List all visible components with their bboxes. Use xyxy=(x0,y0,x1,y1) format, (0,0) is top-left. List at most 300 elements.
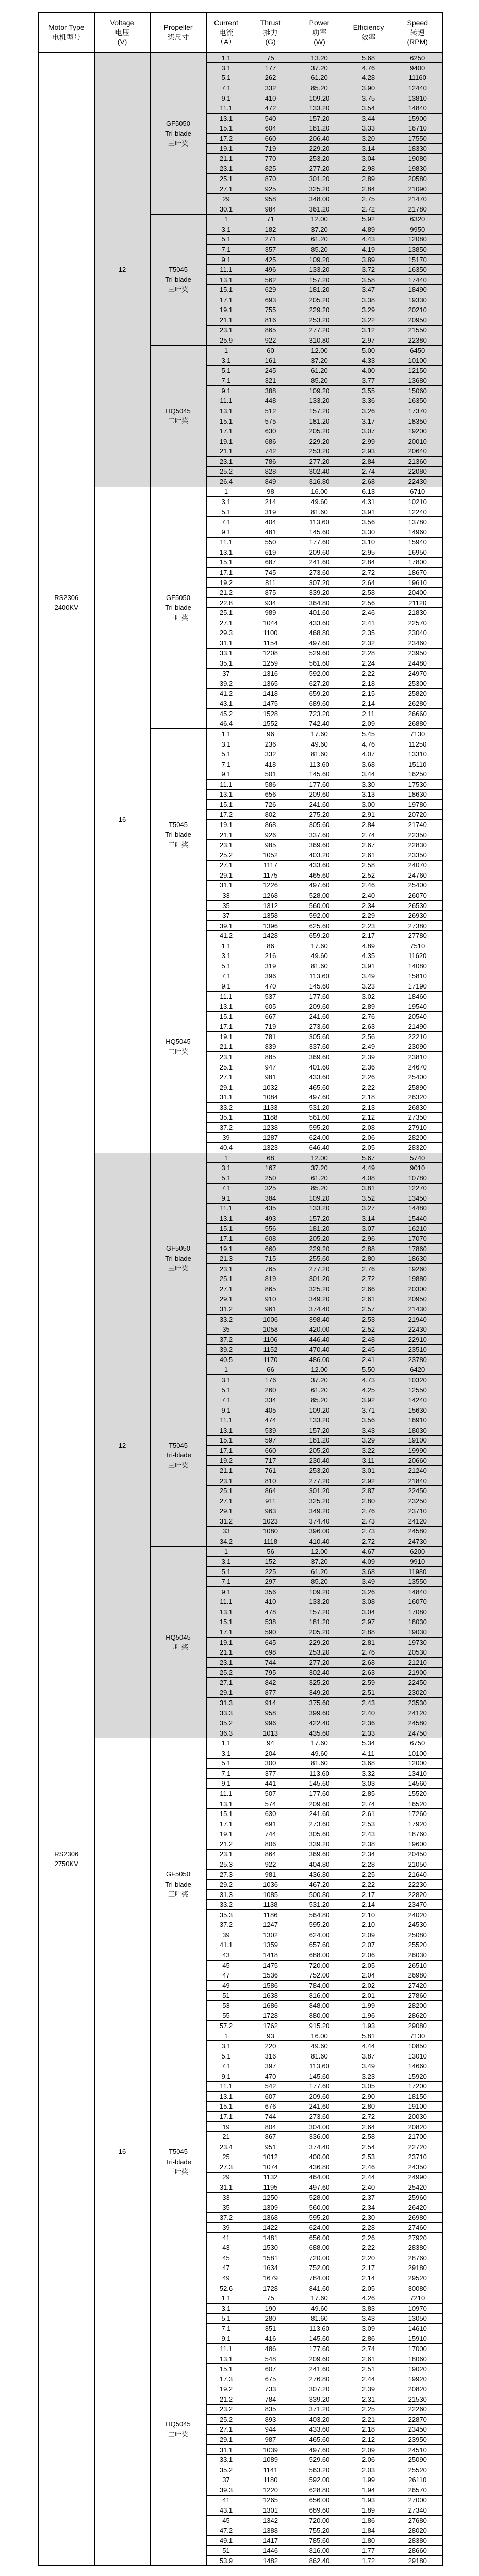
power-cell: 375.60 xyxy=(295,1698,344,1708)
efficiency-cell: 2.41 xyxy=(344,1355,393,1365)
current-cell: 23.1 xyxy=(206,457,246,467)
thrust-cell: 98 xyxy=(246,487,295,497)
power-cell: 403.20 xyxy=(295,2415,344,2425)
current-cell: 41.2 xyxy=(206,931,246,941)
speed-cell: 17190 xyxy=(393,981,442,992)
efficiency-cell: 2.84 xyxy=(344,557,393,568)
efficiency-cell: 2.74 xyxy=(344,466,393,477)
thrust-cell: 501 xyxy=(246,769,295,780)
speed-cell: 26530 xyxy=(393,900,442,911)
efficiency-cell: 2.97 xyxy=(344,1617,393,1627)
thrust-cell: 804 xyxy=(246,2121,295,2132)
thrust-cell: 182 xyxy=(246,224,295,235)
efficiency-cell: 4.89 xyxy=(344,224,393,235)
thrust-cell: 842 xyxy=(246,1678,295,1688)
power-cell: 277.20 xyxy=(295,1476,344,1486)
power-cell: 177.60 xyxy=(295,2081,344,2092)
speed-cell: 17530 xyxy=(393,780,442,790)
current-cell: 31.1 xyxy=(206,880,246,890)
speed-cell: 22430 xyxy=(393,477,442,487)
thrust-cell: 1188 xyxy=(246,1112,295,1123)
thrust-cell: 300 xyxy=(246,1758,295,1769)
efficiency-cell: 4.00 xyxy=(344,365,393,376)
thrust-cell: 214 xyxy=(246,497,295,507)
thrust-cell: 1013 xyxy=(246,1728,295,1738)
efficiency-cell: 2.51 xyxy=(344,2364,393,2374)
speed-cell: 28020 xyxy=(393,2525,442,2536)
speed-cell: 21240 xyxy=(393,1466,442,1476)
current-cell: 27.1 xyxy=(206,2424,246,2435)
efficiency-cell: 2.09 xyxy=(344,2444,393,2455)
efficiency-cell: 3.29 xyxy=(344,305,393,315)
power-cell: 273.60 xyxy=(295,1022,344,1032)
efficiency-cell: 2.87 xyxy=(344,1486,393,1496)
efficiency-cell: 3.49 xyxy=(344,2061,393,2071)
current-cell: 37.2 xyxy=(206,1334,246,1344)
current-cell: 25.3 xyxy=(206,1859,246,1870)
power-cell: 181.20 xyxy=(295,1223,344,1234)
propeller-cell: HQ5045 二叶桨 xyxy=(150,941,206,1153)
power-cell: 37.20 xyxy=(295,63,344,73)
efficiency-cell: 2.26 xyxy=(344,1072,393,1082)
thrust-cell: 161 xyxy=(246,355,295,366)
thrust-cell: 608 xyxy=(246,1234,295,1244)
efficiency-cell: 2.10 xyxy=(344,1910,393,1920)
power-cell: 177.60 xyxy=(295,780,344,790)
efficiency-cell: 2.20 xyxy=(344,2253,393,2263)
current-cell: 7.1 xyxy=(206,2061,246,2071)
current-cell: 7.1 xyxy=(206,971,246,981)
efficiency-cell: 2.12 xyxy=(344,1112,393,1123)
thrust-cell: 236 xyxy=(246,739,295,749)
current-cell: 33 xyxy=(206,2192,246,2202)
power-cell: 656.00 xyxy=(295,2233,344,2243)
efficiency-cell: 3.12 xyxy=(344,325,393,335)
efficiency-cell: 2.17 xyxy=(344,1889,393,1900)
efficiency-cell: 2.46 xyxy=(344,2162,393,2173)
speed-cell: 20820 xyxy=(393,2121,442,2132)
power-cell: 470.40 xyxy=(295,1344,344,1355)
power-cell: 241.60 xyxy=(295,1011,344,1022)
efficiency-cell: 2.38 xyxy=(344,1839,393,1850)
thrust-cell: 177 xyxy=(246,63,295,73)
thrust-cell: 316 xyxy=(246,2051,295,2061)
power-cell: 133.20 xyxy=(295,1415,344,1425)
efficiency-cell: 2.18 xyxy=(344,2424,393,2435)
speed-cell: 25090 xyxy=(393,2455,442,2465)
thrust-cell: 542 xyxy=(246,2081,295,2092)
current-cell: 19.1 xyxy=(206,1637,246,1647)
efficiency-cell: 2.21 xyxy=(344,2415,393,2425)
speed-cell: 26930 xyxy=(393,911,442,921)
efficiency-cell: 2.41 xyxy=(344,618,393,628)
power-cell: 325.20 xyxy=(295,1678,344,1688)
speed-cell: 25820 xyxy=(393,688,442,699)
power-cell: 81.60 xyxy=(295,2051,344,2061)
efficiency-cell: 3.07 xyxy=(344,1223,393,1234)
thrust-cell: 816 xyxy=(246,315,295,326)
efficiency-cell: 2.17 xyxy=(344,931,393,941)
speed-cell: 6750 xyxy=(393,1738,442,1748)
speed-cell: 19200 xyxy=(393,426,442,436)
current-cell: 13.1 xyxy=(206,2354,246,2364)
power-cell: 410.40 xyxy=(295,1536,344,1547)
propeller-cell: T5045 Tri-blade 三叶桨 xyxy=(150,2031,206,2293)
thrust-cell: 1586 xyxy=(246,1980,295,1990)
current-cell: 5.1 xyxy=(206,961,246,971)
current-cell: 13.1 xyxy=(206,1799,246,1809)
speed-cell: 21740 xyxy=(393,820,442,830)
power-cell: 157.20 xyxy=(295,1425,344,1436)
speed-cell: 24510 xyxy=(393,2444,442,2455)
speed-cell: 24730 xyxy=(393,1536,442,1547)
efficiency-cell: 2.01 xyxy=(344,1990,393,2001)
efficiency-cell: 4.19 xyxy=(344,245,393,255)
power-cell: 12.00 xyxy=(295,1153,344,1163)
efficiency-cell: 2.99 xyxy=(344,436,393,446)
thrust-cell: 885 xyxy=(246,1052,295,1062)
propeller-cell: GF5050 Tri-blade 三叶桨 xyxy=(150,1153,206,1365)
efficiency-cell: 3.08 xyxy=(344,1597,393,1607)
power-cell: 81.60 xyxy=(295,507,344,517)
power-cell: 81.60 xyxy=(295,749,344,759)
power-cell: 420.00 xyxy=(295,1324,344,1335)
current-cell: 41.2 xyxy=(206,688,246,699)
column-header-propeller: Propeller 桨尺寸 xyxy=(150,12,206,53)
thrust-cell: 75 xyxy=(246,53,295,63)
speed-cell: 5740 xyxy=(393,1153,442,1163)
efficiency-cell: 2.05 xyxy=(344,2283,393,2293)
current-cell: 17.2 xyxy=(206,809,246,820)
power-cell: 656.00 xyxy=(295,2495,344,2505)
thrust-cell: 1679 xyxy=(246,2273,295,2283)
speed-cell: 28200 xyxy=(393,2001,442,2011)
speed-cell: 21940 xyxy=(393,1314,442,1324)
thrust-cell: 1316 xyxy=(246,668,295,678)
thrust-cell: 597 xyxy=(246,1435,295,1446)
thrust-cell: 745 xyxy=(246,568,295,578)
efficiency-cell: 3.23 xyxy=(344,2071,393,2082)
current-cell: 41 xyxy=(206,2233,246,2243)
thrust-cell: 396 xyxy=(246,971,295,981)
efficiency-cell: 2.10 xyxy=(344,1920,393,1930)
power-cell: 181.20 xyxy=(295,1435,344,1446)
power-cell: 403.20 xyxy=(295,850,344,860)
current-cell: 9.1 xyxy=(206,769,246,780)
thrust-cell: 1220 xyxy=(246,2485,295,2496)
efficiency-cell: 5.68 xyxy=(344,53,393,63)
current-cell: 37.2 xyxy=(206,1123,246,1133)
current-cell: 29.1 xyxy=(206,1082,246,1092)
efficiency-cell: 3.22 xyxy=(344,315,393,326)
power-cell: 49.60 xyxy=(295,497,344,507)
speed-cell: 19030 xyxy=(393,1627,442,1638)
efficiency-cell: 2.76 xyxy=(344,1506,393,1516)
current-cell: 40.4 xyxy=(206,1143,246,1153)
current-cell: 7.1 xyxy=(206,245,246,255)
thrust-cell: 819 xyxy=(246,1274,295,1284)
power-cell: 307.20 xyxy=(295,2384,344,2394)
thrust-cell: 806 xyxy=(246,1839,295,1850)
thrust-cell: 910 xyxy=(246,1294,295,1304)
speed-cell: 28200 xyxy=(393,1132,442,1143)
efficiency-cell: 2.53 xyxy=(344,1819,393,1829)
thrust-cell: 786 xyxy=(246,457,295,467)
power-cell: 915.20 xyxy=(295,2021,344,2031)
speed-cell: 15440 xyxy=(393,1213,442,1224)
power-cell: 531.20 xyxy=(295,1103,344,1113)
power-cell: 209.60 xyxy=(295,1799,344,1809)
thrust-cell: 835 xyxy=(246,2404,295,2415)
power-cell: 659.20 xyxy=(295,688,344,699)
speed-cell: 13410 xyxy=(393,1769,442,1779)
current-cell: 17.2 xyxy=(206,134,246,144)
speed-cell: 29180 xyxy=(393,2556,442,2566)
thrust-cell: 958 xyxy=(246,1708,295,1718)
thrust-cell: 867 xyxy=(246,2132,295,2142)
power-cell: 369.60 xyxy=(295,1052,344,1062)
power-cell: 12.00 xyxy=(295,345,344,355)
power-cell: 659.20 xyxy=(295,931,344,941)
current-cell: 17.1 xyxy=(206,1819,246,1829)
thrust-cell: 984 xyxy=(246,204,295,214)
thrust-cell: 474 xyxy=(246,1415,295,1425)
thrust-cell: 781 xyxy=(246,1032,295,1042)
efficiency-cell: 2.28 xyxy=(344,1859,393,1870)
speed-cell: 18030 xyxy=(393,1617,442,1627)
power-cell: 337.60 xyxy=(295,830,344,840)
speed-cell: 14560 xyxy=(393,1778,442,1789)
efficiency-cell: 2.11 xyxy=(344,709,393,719)
current-cell: 11.1 xyxy=(206,780,246,790)
speed-cell: 15900 xyxy=(393,113,442,123)
current-cell: 26.4 xyxy=(206,477,246,487)
current-cell: 5.1 xyxy=(206,1173,246,1183)
power-cell: 229.20 xyxy=(295,1637,344,1647)
thrust-cell: 605 xyxy=(246,1001,295,1012)
efficiency-cell: 2.58 xyxy=(344,588,393,598)
efficiency-cell: 2.39 xyxy=(344,2384,393,2394)
speed-cell: 15810 xyxy=(393,971,442,981)
thrust-cell: 332 xyxy=(246,83,295,93)
power-cell: 209.60 xyxy=(295,1001,344,1012)
power-cell: 592.00 xyxy=(295,911,344,921)
efficiency-cell: 2.96 xyxy=(344,1234,393,1244)
thrust-cell: 744 xyxy=(246,1657,295,1667)
power-cell: 61.20 xyxy=(295,1385,344,1395)
speed-cell: 12240 xyxy=(393,507,442,517)
speed-cell: 22450 xyxy=(393,1486,442,1496)
current-cell: 35.2 xyxy=(206,1718,246,1728)
current-cell: 37.2 xyxy=(206,2212,246,2223)
current-cell: 39.2 xyxy=(206,678,246,689)
column-header-speed: Speed 转速 (RPM) xyxy=(393,12,442,53)
thrust-cell: 839 xyxy=(246,1042,295,1052)
thrust-cell: 630 xyxy=(246,1809,295,1819)
power-cell: 133.20 xyxy=(295,1203,344,1213)
speed-cell: 22350 xyxy=(393,830,442,840)
thrust-cell: 1728 xyxy=(246,2283,295,2293)
efficiency-cell: 2.49 xyxy=(344,1042,393,1052)
current-cell: 27.1 xyxy=(206,1678,246,1688)
current-cell: 36.3 xyxy=(206,1728,246,1738)
power-cell: 880.00 xyxy=(295,2011,344,2021)
efficiency-cell: 2.36 xyxy=(344,1062,393,1072)
current-cell: 27.1 xyxy=(206,184,246,194)
motor-test-data-table xyxy=(38,12,443,2566)
current-cell: 25.1 xyxy=(206,608,246,618)
speed-cell: 28380 xyxy=(393,2535,442,2546)
current-cell: 27.1 xyxy=(206,618,246,628)
motor-cell: RS2306 2400KV xyxy=(38,53,94,1153)
efficiency-cell: 4.08 xyxy=(344,1173,393,1183)
efficiency-cell: 3.23 xyxy=(344,981,393,992)
efficiency-cell: 2.61 xyxy=(344,850,393,860)
speed-cell: 23710 xyxy=(393,1506,442,1516)
efficiency-cell: 3.75 xyxy=(344,93,393,103)
efficiency-cell: 2.89 xyxy=(344,1001,393,1012)
current-cell: 11.1 xyxy=(206,2344,246,2354)
efficiency-cell: 3.38 xyxy=(344,295,393,305)
current-cell: 15.1 xyxy=(206,123,246,134)
current-cell: 17.1 xyxy=(206,1234,246,1244)
thrust-cell: 250 xyxy=(246,1173,295,1183)
efficiency-cell: 1.84 xyxy=(344,2525,393,2536)
thrust-cell: 550 xyxy=(246,537,295,547)
power-cell: 157.20 xyxy=(295,406,344,416)
thrust-cell: 470 xyxy=(246,2071,295,2082)
speed-cell: 27380 xyxy=(393,920,442,931)
efficiency-cell: 2.18 xyxy=(344,678,393,689)
thrust-cell: 75 xyxy=(246,2293,295,2304)
current-cell: 21.1 xyxy=(206,315,246,326)
thrust-cell: 1536 xyxy=(246,1970,295,1981)
speed-cell: 28620 xyxy=(393,2011,442,2021)
power-cell: 273.60 xyxy=(295,2112,344,2122)
efficiency-cell: 4.33 xyxy=(344,355,393,366)
current-cell: 45 xyxy=(206,1960,246,1970)
efficiency-cell: 4.07 xyxy=(344,749,393,759)
speed-cell: 26030 xyxy=(393,1950,442,1961)
thrust-cell: 726 xyxy=(246,800,295,810)
efficiency-cell: 1.99 xyxy=(344,2475,393,2485)
current-cell: 55 xyxy=(206,2011,246,2021)
thrust-cell: 1154 xyxy=(246,638,295,649)
power-cell: 37.20 xyxy=(295,355,344,366)
current-cell: 11.1 xyxy=(206,1597,246,1607)
power-cell: 305.60 xyxy=(295,1032,344,1042)
thrust-cell: 607 xyxy=(246,2364,295,2374)
efficiency-cell: 2.88 xyxy=(344,1627,393,1638)
current-cell: 35 xyxy=(206,1324,246,1335)
speed-cell: 21360 xyxy=(393,457,442,467)
current-cell: 11.1 xyxy=(206,1415,246,1425)
current-cell: 23.4 xyxy=(206,2142,246,2152)
speed-cell: 16350 xyxy=(393,265,442,275)
thrust-cell: 1247 xyxy=(246,1920,295,1930)
speed-cell: 6450 xyxy=(393,345,442,355)
speed-cell: 22210 xyxy=(393,1032,442,1042)
efficiency-cell: 3.52 xyxy=(344,1193,393,1204)
current-cell: 15.1 xyxy=(206,2364,246,2374)
efficiency-cell: 5.92 xyxy=(344,214,393,224)
power-cell: 337.60 xyxy=(295,1042,344,1052)
efficiency-cell: 2.07 xyxy=(344,1940,393,1950)
efficiency-cell: 2.26 xyxy=(344,2233,393,2243)
speed-cell: 23810 xyxy=(393,1052,442,1062)
thrust-cell: 1032 xyxy=(246,1082,295,1092)
current-cell: 5.1 xyxy=(206,73,246,83)
efficiency-cell: 3.05 xyxy=(344,2081,393,2092)
speed-cell: 17080 xyxy=(393,1607,442,1617)
speed-cell: 22870 xyxy=(393,2415,442,2425)
thrust-cell: 811 xyxy=(246,577,295,588)
current-cell: 5.1 xyxy=(206,2051,246,2061)
thrust-cell: 1039 xyxy=(246,2444,295,2455)
speed-cell: 22430 xyxy=(393,1324,442,1335)
speed-cell: 22830 xyxy=(393,840,442,850)
thrust-cell: 1036 xyxy=(246,1880,295,1890)
power-cell: 133.20 xyxy=(295,265,344,275)
current-cell: 3.1 xyxy=(206,1748,246,1759)
efficiency-cell: 3.14 xyxy=(344,143,393,154)
thrust-cell: 985 xyxy=(246,840,295,850)
power-cell: 133.20 xyxy=(295,1597,344,1607)
current-cell: 5.1 xyxy=(206,1385,246,1395)
thrust-cell: 795 xyxy=(246,1667,295,1678)
current-cell: 21.2 xyxy=(206,1839,246,1850)
power-cell: 241.60 xyxy=(295,2101,344,2112)
current-cell: 45 xyxy=(206,2515,246,2525)
efficiency-cell: 3.26 xyxy=(344,406,393,416)
efficiency-cell: 3.32 xyxy=(344,1769,393,1779)
current-cell: 51 xyxy=(206,2546,246,2556)
current-cell: 49 xyxy=(206,1980,246,1990)
power-cell: 689.60 xyxy=(295,699,344,709)
speed-cell: 13550 xyxy=(393,1577,442,1587)
current-cell: 25.1 xyxy=(206,174,246,184)
efficiency-cell: 3.49 xyxy=(344,1577,393,1587)
speed-cell: 22570 xyxy=(393,618,442,628)
current-cell: 29 xyxy=(206,194,246,204)
thrust-cell: 319 xyxy=(246,507,295,517)
efficiency-cell: 5.81 xyxy=(344,2031,393,2041)
current-cell: 15.1 xyxy=(206,557,246,568)
speed-cell: 21090 xyxy=(393,184,442,194)
efficiency-cell: 2.40 xyxy=(344,890,393,901)
speed-cell: 27420 xyxy=(393,1980,442,1990)
efficiency-cell: 2.43 xyxy=(344,1829,393,1839)
power-cell: 49.60 xyxy=(295,1748,344,1759)
power-cell: 181.20 xyxy=(295,123,344,134)
speed-cell: 17260 xyxy=(393,1809,442,1819)
current-cell: 31.1 xyxy=(206,2182,246,2193)
power-cell: 404.80 xyxy=(295,1859,344,1870)
speed-cell: 25890 xyxy=(393,1082,442,1092)
speed-cell: 17800 xyxy=(393,557,442,568)
propeller-cell: T5045 Tri-blade 三叶桨 xyxy=(150,1365,206,1546)
efficiency-cell: 2.74 xyxy=(344,830,393,840)
speed-cell: 17920 xyxy=(393,1819,442,1829)
power-cell: 304.00 xyxy=(295,2121,344,2132)
efficiency-cell: 5.67 xyxy=(344,1153,393,1163)
power-cell: 177.60 xyxy=(295,537,344,547)
current-cell: 9.1 xyxy=(206,981,246,992)
power-cell: 113.60 xyxy=(295,1769,344,1779)
current-cell: 49.1 xyxy=(206,2535,246,2546)
speed-cell: 24350 xyxy=(393,2162,442,2173)
speed-cell: 24970 xyxy=(393,668,442,678)
